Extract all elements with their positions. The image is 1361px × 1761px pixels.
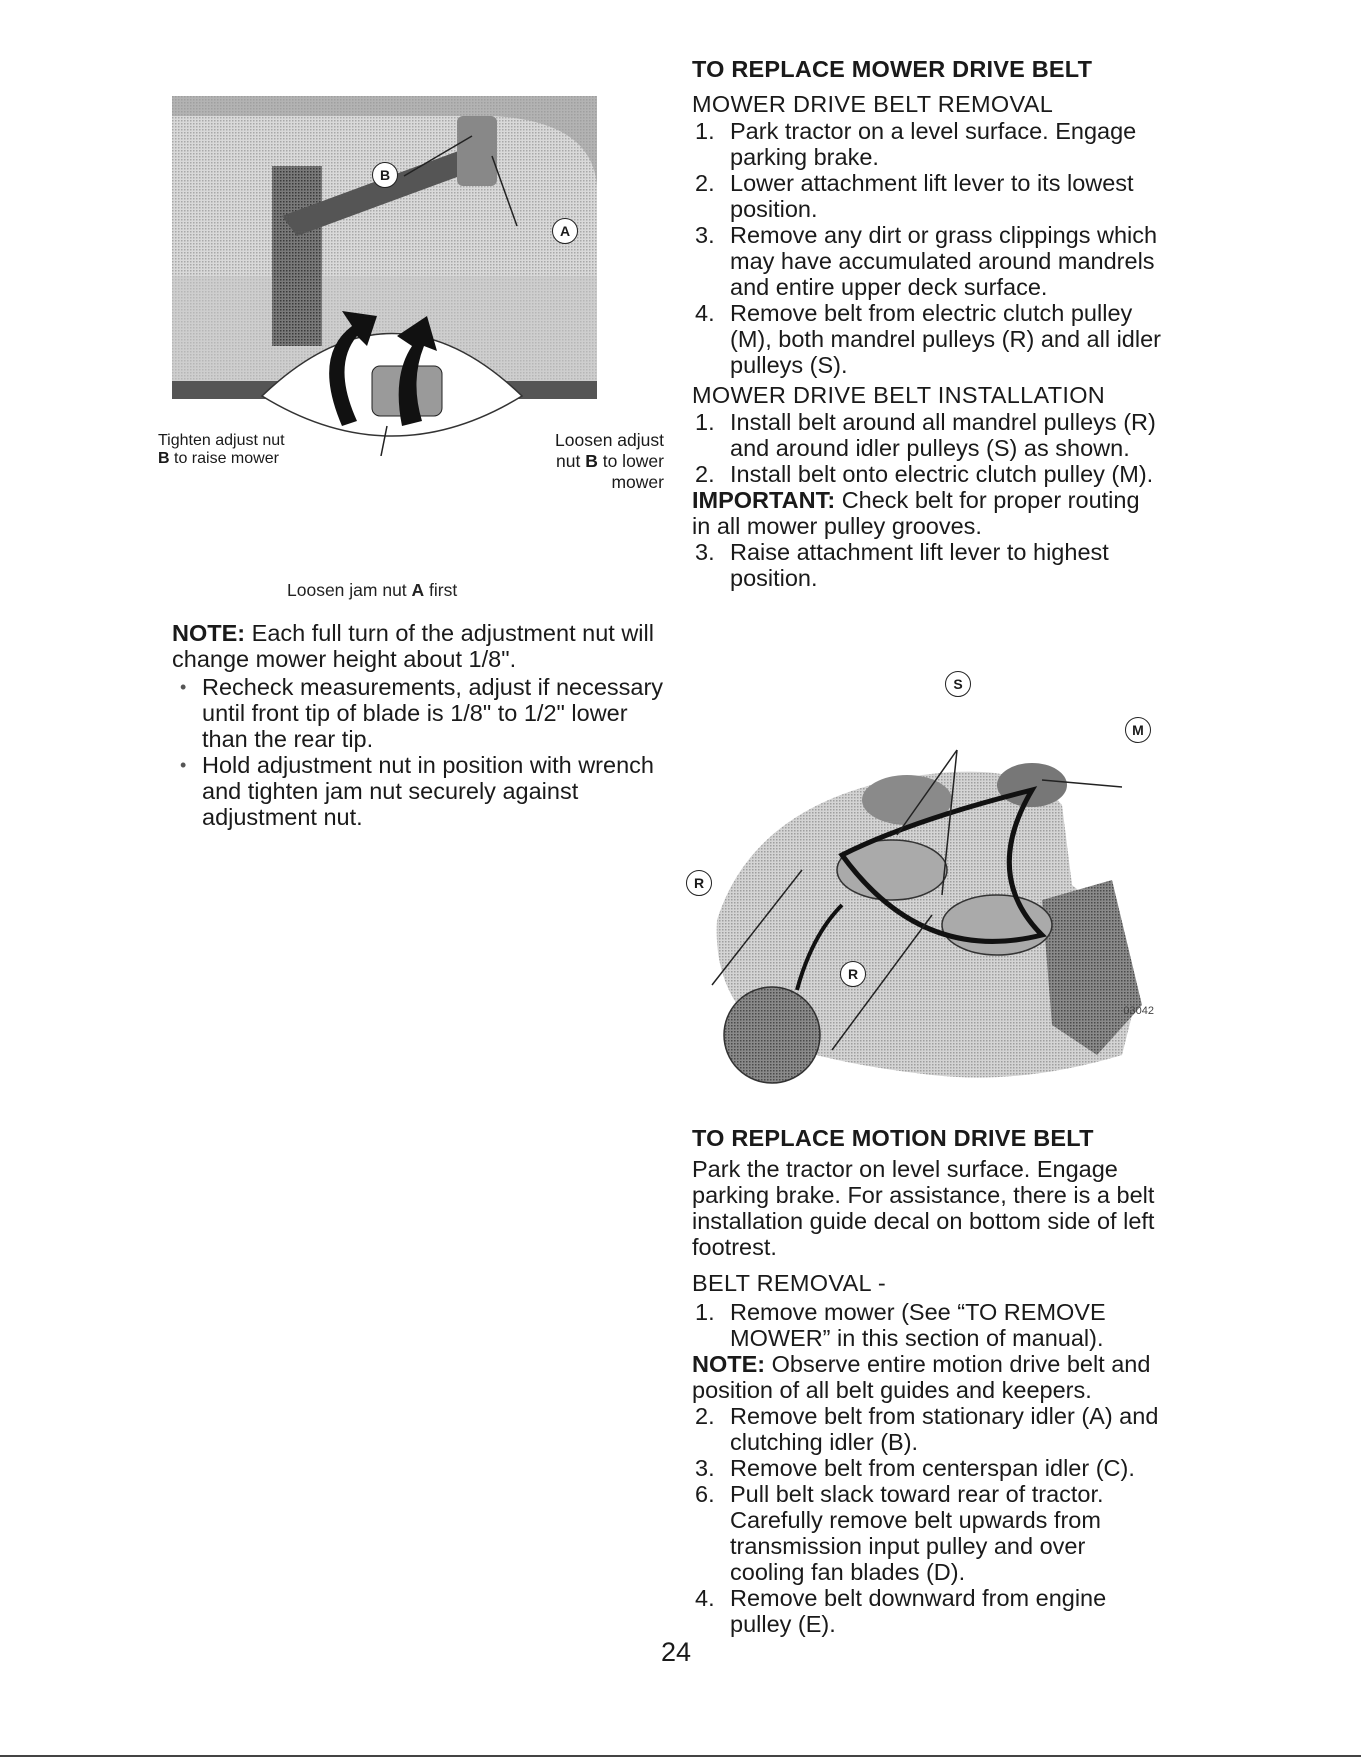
left-note-label: NOTE: <box>172 620 246 646</box>
removal-steps <box>692 118 1162 378</box>
tighten-label <box>158 432 285 468</box>
motion-intro: Park the tractor on level surface. Engage parking brake. For assistance, there is a belt installation guide decal on bottom side of left footrest. <box>692 1156 1155 1260</box>
callout-s: S <box>945 671 971 697</box>
tighten-label-line1: Tighten adjust nut <box>158 432 285 449</box>
tighten-label-b: B <box>158 450 170 467</box>
loosen-label-line2 <box>555 451 664 472</box>
mower-belt-section <box>692 56 1162 591</box>
left-bullet-list <box>172 674 672 830</box>
belt-removal-step1 <box>692 1299 1162 1351</box>
list-item: 3. Remove belt from centerspan idler (C). <box>695 1455 1135 1481</box>
tighten-label-rest: to raise mower <box>169 450 279 467</box>
install-steps-cont <box>692 539 1162 591</box>
list-item: • Hold adjustment nut in position with wrench and tighten jam nut securely against adjustment nut. <box>172 752 672 830</box>
bottom-rule <box>0 1755 1361 1757</box>
install-steps <box>692 409 1162 487</box>
install-title: MOWER DRIVE BELT INSTALLATION <box>692 382 1106 408</box>
left-note-text: Each full turn of the adjustment nut will change mower height about 1/8". <box>172 620 654 672</box>
motion-belt-section <box>692 1125 1162 1637</box>
list-item: 1. Install belt around all mandrel pulleys (R) and around idler pulleys (S) as shown. <box>695 409 1156 461</box>
jam-nut-label-pre: Loosen jam nut <box>287 580 412 600</box>
list-item: 1. Remove mower (See “TO REMOVE MOWER” in this section of manual). <box>695 1299 1106 1351</box>
loosen-label-b: B <box>585 451 598 471</box>
heading-replace-motion-belt: TO REPLACE MOTION DRIVE BELT <box>692 1125 1094 1151</box>
callout-r-left: R <box>686 870 712 896</box>
figure-code: 03042 <box>1123 1005 1154 1017</box>
tighten-label-line2 <box>158 450 285 468</box>
list-item: 2. Lower attachment lift lever to its lowest position. <box>695 170 1134 222</box>
list-item: 2. Install belt onto electric clutch pulley (M). <box>695 461 1154 487</box>
right-note-label: NOTE: <box>692 1351 766 1377</box>
adjustment-nut-illustration <box>172 96 664 456</box>
mower-deck-illustration <box>692 725 1162 1125</box>
list-item: 1. Park tractor on a level surface. Engage parking brake. <box>695 118 1137 170</box>
list-item: 4. Remove belt downward from engine pulley (E). <box>695 1585 1107 1637</box>
list-item: • Recheck measurements, adjust if necessary until front tip of blade is 1/8" to 1/2" lower than the rear tip. <box>172 674 672 752</box>
loosen-label-line1: Loosen adjust <box>555 430 664 450</box>
list-item: 3. Raise attachment lift lever to highest position. <box>695 539 1109 591</box>
adjustment-nut-figure <box>172 96 664 456</box>
mower-deck-figure <box>692 676 1162 1125</box>
loosen-label-line3: mower <box>611 472 664 492</box>
page-number: 24 <box>661 1637 692 1667</box>
removal-title: MOWER DRIVE BELT REMOVAL <box>692 91 1054 117</box>
jam-nut-label-a: A <box>411 580 425 600</box>
loosen-label <box>555 430 664 493</box>
important-note <box>692 487 1162 539</box>
list-item: 6. Pull belt slack toward rear of tractor. Carefully remove belt upwards from transmission input pulley and over cooling fan blades (D). <box>695 1481 1104 1585</box>
left-note <box>172 620 672 672</box>
callout-a: A <box>552 218 578 244</box>
loosen-label-pre: nut <box>556 451 586 471</box>
jam-nut-label <box>287 580 457 601</box>
loosen-label-rest: to lower <box>597 451 664 471</box>
list-item: 2. Remove belt from stationary idler (A) and clutching idler (B). <box>695 1403 1159 1455</box>
belt-removal-steps <box>692 1403 1162 1637</box>
right-note-text: Observe entire motion drive belt and position of all belt guides and keepers. <box>692 1351 1151 1403</box>
callout-b: B <box>372 162 398 188</box>
important-label: IMPORTANT: <box>692 487 836 513</box>
jam-nut-label-rest: first <box>424 580 458 600</box>
right-note <box>692 1351 1162 1403</box>
heading-replace-mower-belt: TO REPLACE MOWER DRIVE BELT <box>692 56 1093 82</box>
important-text: Check belt for proper routing in all mower pulley grooves. <box>692 487 1140 539</box>
list-item: 3. Remove any dirt or grass clippings which may have accumulated around mandrels and entire upper deck surface. <box>695 222 1158 300</box>
callout-m: M <box>1125 717 1151 743</box>
left-note-block <box>172 620 672 830</box>
belt-removal-title: BELT REMOVAL - <box>692 1270 886 1296</box>
callout-r-bottom: R <box>840 961 866 987</box>
list-item: 4. Remove belt from electric clutch pulley (M), both mandrel pulleys (R) and all idler pulleys (S). <box>695 300 1161 378</box>
